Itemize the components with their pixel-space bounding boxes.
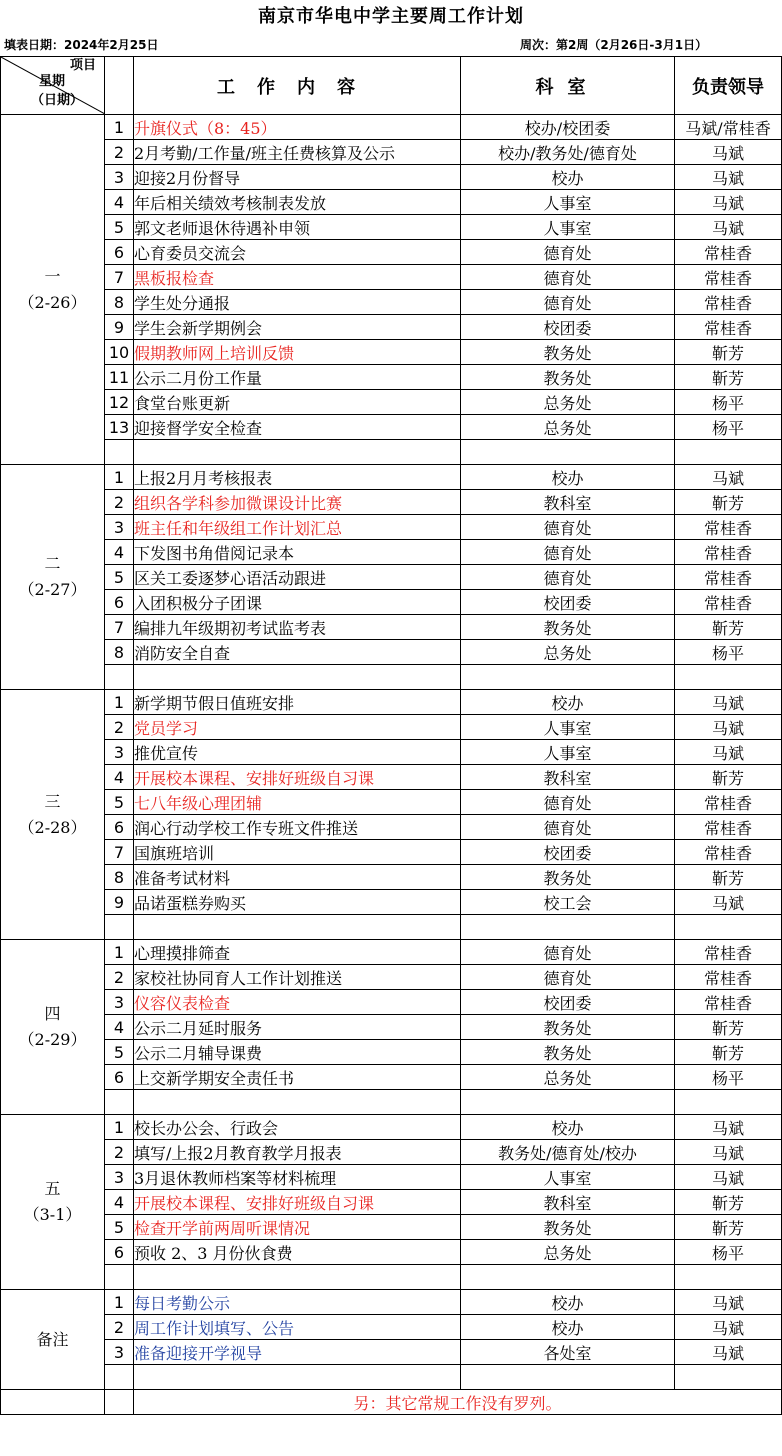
lead-cell (675, 1090, 782, 1115)
footer-row (1, 1390, 782, 1415)
row-number: 6 (105, 1240, 134, 1265)
lead-cell: 常桂香 (675, 790, 782, 815)
row-number: 3 (105, 990, 134, 1015)
dept-header: 科室 (461, 57, 675, 115)
table-row (1, 490, 782, 515)
dept-cell (461, 1265, 675, 1290)
table-row (1, 340, 782, 365)
lead-cell: 靳芳 (675, 1015, 782, 1040)
lead-cell: 常桂香 (675, 565, 782, 590)
task-cell: 开展校本课程、安排好班级自习课 (134, 1190, 461, 1215)
lead-cell: 马斌 (675, 190, 782, 215)
corner-weekday-label: 星期 (39, 74, 66, 89)
row-number: 12 (105, 390, 134, 415)
row-number: 7 (105, 265, 134, 290)
table-row (1, 665, 782, 690)
lead-cell: 靳芳 (675, 615, 782, 640)
lead-cell: 常桂香 (675, 540, 782, 565)
table-row (1, 240, 782, 265)
table-row (1, 765, 782, 790)
table-row (1, 165, 782, 190)
row-number: 5 (105, 1040, 134, 1065)
task-cell: 迎接督学安全检查 (134, 415, 461, 440)
dept-cell: 校办 (461, 465, 675, 490)
weekday-date: （2-27） (18, 580, 87, 599)
table-row (1, 890, 782, 915)
lead-cell: 杨平 (675, 415, 782, 440)
lead-cell: 常桂香 (675, 290, 782, 315)
dept-cell: 总务处 (461, 640, 675, 665)
table-row (1, 1040, 782, 1065)
task-cell: 填写/上报2月教育教学月报表 (134, 1140, 461, 1165)
table-row (1, 190, 782, 215)
task-cell (134, 1090, 461, 1115)
dept-cell: 人事室 (461, 215, 675, 240)
dept-cell (461, 915, 675, 940)
task-cell: 新学期节假日值班安排 (134, 690, 461, 715)
lead-cell (675, 665, 782, 690)
table-row (1, 215, 782, 240)
weekday-name: 三 (44, 791, 61, 811)
table-row (1, 540, 782, 565)
table-row (1, 1090, 782, 1115)
row-number: 5 (105, 1215, 134, 1240)
task-cell: 准备迎接开学视导 (134, 1340, 461, 1365)
weekday-name: 五 (44, 1179, 61, 1198)
footer-spacer (1, 1390, 105, 1415)
task-cell: 开展校本课程、安排好班级自习课 (134, 765, 461, 790)
weekday-cell (1, 465, 105, 690)
dept-cell: 总务处 (461, 1240, 675, 1265)
task-cell (134, 1265, 461, 1290)
task-cell: 心理摸排筛查 (134, 940, 461, 965)
task-cell (134, 665, 461, 690)
table-row (1, 1165, 782, 1190)
dept-cell: 德育处 (461, 290, 675, 315)
table-row (1, 965, 782, 990)
task-cell: 学生处分通报 (134, 290, 461, 315)
dept-cell: 德育处 (461, 540, 675, 565)
table-row (1, 640, 782, 665)
task-cell: 3月退休教师档案等材料梳理 (134, 1165, 461, 1190)
dept-cell (461, 1090, 675, 1115)
table-row (1, 690, 782, 715)
task-cell: 仪容仪表检查 (134, 990, 461, 1015)
lead-cell: 马斌 (675, 165, 782, 190)
row-number: 2 (105, 1140, 134, 1165)
task-cell: 七八年级心理团辅 (134, 790, 461, 815)
task-cell (134, 1365, 461, 1390)
table-row (1, 940, 782, 965)
corner-date-label: （日期） (31, 93, 84, 108)
task-cell: 推优宣传 (134, 740, 461, 765)
lead-cell: 靳芳 (675, 1190, 782, 1215)
lead-cell (675, 440, 782, 465)
table-row (1, 565, 782, 590)
dept-cell: 校办 (461, 1290, 675, 1315)
row-number: 5 (105, 565, 134, 590)
dept-cell: 校团委 (461, 590, 675, 615)
task-cell (134, 440, 461, 465)
dept-cell: 教务处 (461, 340, 675, 365)
footer-spacer-num (105, 1390, 134, 1415)
table-row (1, 915, 782, 940)
lead-cell: 靳芳 (675, 1040, 782, 1065)
task-cell: 班主任和年级组工作计划汇总 (134, 515, 461, 540)
row-number: 1 (105, 465, 134, 490)
row-number: 2 (105, 715, 134, 740)
table-row (1, 840, 782, 865)
dept-cell: 德育处 (461, 790, 675, 815)
task-cell: 上交新学期安全责任书 (134, 1065, 461, 1090)
dept-cell: 校团委 (461, 990, 675, 1015)
lead-cell: 杨平 (675, 640, 782, 665)
row-number: 4 (105, 765, 134, 790)
dept-cell: 校办 (461, 1115, 675, 1140)
lead-cell: 常桂香 (675, 815, 782, 840)
lead-cell: 常桂香 (675, 590, 782, 615)
dept-cell: 各处室 (461, 1340, 675, 1365)
dept-cell: 德育处 (461, 565, 675, 590)
task-cell: 校长办公会、行政会 (134, 1115, 461, 1140)
lead-cell: 常桂香 (675, 965, 782, 990)
weekday-cell (1, 940, 105, 1115)
lead-cell: 马斌 (675, 1290, 782, 1315)
week-label: 周次：第2周（2月26日-3月1日） (520, 38, 708, 52)
lead-cell: 靳芳 (675, 365, 782, 390)
table-row (1, 615, 782, 640)
row-number: 4 (105, 1015, 134, 1040)
dept-cell: 德育处 (461, 940, 675, 965)
dept-cell: 人事室 (461, 740, 675, 765)
row-number: 10 (105, 340, 134, 365)
corner-header (1, 57, 105, 115)
task-cell: 预收 2、3 月份伙食费 (134, 1240, 461, 1265)
dept-cell: 人事室 (461, 190, 675, 215)
dept-cell: 校办 (461, 1315, 675, 1340)
lead-cell: 靳芳 (675, 340, 782, 365)
task-cell: 组织各学科参加微课设计比赛 (134, 490, 461, 515)
task-cell: 公示二月辅导课费 (134, 1040, 461, 1065)
table-row (1, 140, 782, 165)
task-cell: 黑板报检查 (134, 265, 461, 290)
task-cell: 每日考勤公示 (134, 1290, 461, 1315)
task-cell: 国旗班培训 (134, 840, 461, 865)
row-number (105, 1090, 134, 1115)
dept-cell: 德育处 (461, 265, 675, 290)
table-row (1, 1190, 782, 1215)
task-cell: 假期教师网上培训反馈 (134, 340, 461, 365)
task-cell: 准备考试材料 (134, 865, 461, 890)
row-number: 1 (105, 115, 134, 140)
row-number: 1 (105, 1290, 134, 1315)
lead-cell: 杨平 (675, 390, 782, 415)
table-row (1, 440, 782, 465)
lead-cell: 常桂香 (675, 840, 782, 865)
task-cell: 家校社协同育人工作计划推送 (134, 965, 461, 990)
row-number: 9 (105, 890, 134, 915)
dept-cell: 教科室 (461, 765, 675, 790)
table-row (1, 1365, 782, 1390)
task-cell: 迎接2月份督导 (134, 165, 461, 190)
dept-cell (461, 440, 675, 465)
weekday-cell (1, 1115, 105, 1290)
dept-cell: 校办 (461, 690, 675, 715)
table-row (1, 1340, 782, 1365)
row-number: 4 (105, 190, 134, 215)
task-cell: 心育委员交流会 (134, 240, 461, 265)
dept-cell: 总务处 (461, 415, 675, 440)
table-row (1, 1065, 782, 1090)
row-number: 6 (105, 590, 134, 615)
row-number: 2 (105, 140, 134, 165)
row-number: 8 (105, 640, 134, 665)
footer-note: 另：其它常规工作没有罗列。 (134, 1390, 782, 1415)
dept-cell: 教务处 (461, 1040, 675, 1065)
task-cell: 上报2月月考核报表 (134, 465, 461, 490)
dept-cell: 人事室 (461, 1165, 675, 1190)
dept-cell: 校办/教务处/德育处 (461, 140, 675, 165)
table-row (1, 515, 782, 540)
row-number: 2 (105, 490, 134, 515)
task-cell: 润心行动学校工作专班文件推送 (134, 815, 461, 840)
row-number: 1 (105, 690, 134, 715)
dept-cell: 校工会 (461, 890, 675, 915)
dept-cell: 德育处 (461, 815, 675, 840)
table-row (1, 415, 782, 440)
task-cell: 食堂台账更新 (134, 390, 461, 415)
lead-cell: 马斌 (675, 1340, 782, 1365)
task-cell: 公示二月份工作量 (134, 365, 461, 390)
dept-cell: 教务处 (461, 615, 675, 640)
task-cell: 检查开学前两周听课情况 (134, 1215, 461, 1240)
lead-cell: 常桂香 (675, 265, 782, 290)
table-row (1, 590, 782, 615)
lead-cell: 靳芳 (675, 865, 782, 890)
task-cell: 年后相关绩效考核制表发放 (134, 190, 461, 215)
dept-cell: 校团委 (461, 315, 675, 340)
table-row (1, 715, 782, 740)
table-row (1, 1290, 782, 1315)
lead-cell: 马斌 (675, 740, 782, 765)
dept-cell: 德育处 (461, 965, 675, 990)
row-number (105, 915, 134, 940)
fill-date: 填表日期：2024年2月25日 (4, 38, 159, 52)
table-row (1, 1015, 782, 1040)
task-cell: 学生会新学期例会 (134, 315, 461, 340)
table-row (1, 390, 782, 415)
row-number: 9 (105, 315, 134, 340)
lead-cell: 马斌 (675, 465, 782, 490)
lead-cell: 马斌 (675, 1140, 782, 1165)
lead-header: 负责领导 (675, 57, 782, 115)
lead-cell: 常桂香 (675, 315, 782, 340)
task-cell: 升旗仪式（8：45） (134, 115, 461, 140)
lead-cell: 常桂香 (675, 515, 782, 540)
task-cell: 区关工委逐梦心语活动跟进 (134, 565, 461, 590)
row-number: 3 (105, 1165, 134, 1190)
task-cell: 党员学习 (134, 715, 461, 740)
dept-cell: 德育处 (461, 515, 675, 540)
row-number: 4 (105, 1190, 134, 1215)
dept-cell: 校办/校团委 (461, 115, 675, 140)
lead-cell (675, 915, 782, 940)
lead-cell: 马斌 (675, 690, 782, 715)
lead-cell: 常桂香 (675, 240, 782, 265)
lead-cell: 靳芳 (675, 490, 782, 515)
table-row (1, 990, 782, 1015)
weekday-name: 一 (44, 266, 61, 286)
table-row (1, 1115, 782, 1140)
lead-cell: 常桂香 (675, 940, 782, 965)
table-row (1, 740, 782, 765)
lead-cell: 马斌 (675, 1165, 782, 1190)
weekday-cell (1, 690, 105, 940)
dept-cell: 教务处 (461, 365, 675, 390)
weekday-date: （3-1） (23, 1205, 82, 1224)
table-row (1, 1315, 782, 1340)
task-cell: 2月考勤/工作量/班主任费核算及公示 (134, 140, 461, 165)
table-row (1, 790, 782, 815)
task-cell: 入团积极分子团课 (134, 590, 461, 615)
corner-item-label: 项目 (69, 58, 96, 73)
row-number (105, 1265, 134, 1290)
row-number (105, 440, 134, 465)
weekday-name: 二 (44, 554, 61, 573)
table-row (1, 265, 782, 290)
weekday-date: （2-29） (18, 1030, 87, 1049)
task-cell: 周工作计划填写、公告 (134, 1315, 461, 1340)
table-row (1, 465, 782, 490)
row-number: 8 (105, 865, 134, 890)
row-number: 1 (105, 1115, 134, 1140)
plan-table (0, 56, 782, 1415)
dept-cell (461, 1365, 675, 1390)
table-row (1, 865, 782, 890)
table-row (1, 815, 782, 840)
table-row (1, 1140, 782, 1165)
dept-cell: 教科室 (461, 490, 675, 515)
lead-cell: 马斌 (675, 1315, 782, 1340)
lead-cell: 马斌 (675, 715, 782, 740)
row-number: 7 (105, 840, 134, 865)
lead-cell: 马斌 (675, 140, 782, 165)
content-header: 工作内容 (134, 57, 461, 115)
weekday-date: （2-28） (18, 817, 87, 837)
lead-cell: 马斌 (675, 215, 782, 240)
task-cell: 下发图书角借阅记录本 (134, 540, 461, 565)
task-cell: 公示二月延时服务 (134, 1015, 461, 1040)
dept-cell: 总务处 (461, 390, 675, 415)
dept-cell: 教务处 (461, 865, 675, 890)
row-number: 5 (105, 790, 134, 815)
row-number: 7 (105, 615, 134, 640)
weekday-name: 备注 (36, 1329, 69, 1349)
table-row (1, 115, 782, 140)
row-number: 5 (105, 215, 134, 240)
row-number: 4 (105, 540, 134, 565)
task-cell: 品诺蛋糕券购买 (134, 890, 461, 915)
row-number: 3 (105, 515, 134, 540)
lead-cell (675, 1265, 782, 1290)
table-row (1, 365, 782, 390)
lead-cell: 杨平 (675, 1240, 782, 1265)
lead-cell (675, 1365, 782, 1390)
lead-cell: 马斌/常桂香 (675, 115, 782, 140)
weekday-cell (1, 1290, 105, 1390)
table-row (1, 1265, 782, 1290)
number-header (105, 57, 134, 115)
row-number: 2 (105, 1315, 134, 1340)
dept-cell: 德育处 (461, 240, 675, 265)
header-row (1, 57, 782, 115)
table-row (1, 315, 782, 340)
row-number: 13 (105, 415, 134, 440)
row-number: 6 (105, 1065, 134, 1090)
row-number: 6 (105, 240, 134, 265)
lead-cell: 常桂香 (675, 990, 782, 1015)
dept-cell (461, 665, 675, 690)
dept-cell: 校团委 (461, 840, 675, 865)
task-cell (134, 915, 461, 940)
dept-cell: 教科室 (461, 1190, 675, 1215)
dept-cell: 教务处 (461, 1015, 675, 1040)
task-cell: 消防安全自查 (134, 640, 461, 665)
row-number: 3 (105, 1340, 134, 1365)
row-number: 3 (105, 165, 134, 190)
dept-cell: 校办 (461, 165, 675, 190)
row-number: 6 (105, 815, 134, 840)
dept-cell: 总务处 (461, 1065, 675, 1090)
row-number (105, 665, 134, 690)
table-row (1, 290, 782, 315)
page-title: 南京市华电中学主要周工作计划 (258, 6, 524, 27)
dept-cell: 教务处 (461, 1215, 675, 1240)
lead-cell: 马斌 (675, 890, 782, 915)
row-number: 8 (105, 290, 134, 315)
task-cell: 郭文老师退休待遇补申领 (134, 215, 461, 240)
weekday-date: （2-26） (18, 292, 87, 312)
weekday-name: 四 (44, 1004, 61, 1023)
row-number: 2 (105, 965, 134, 990)
table-row (1, 1240, 782, 1265)
lead-cell: 马斌 (675, 1115, 782, 1140)
row-number (105, 1365, 134, 1390)
dept-cell: 人事室 (461, 715, 675, 740)
plan-body (1, 115, 782, 1390)
lead-cell: 靳芳 (675, 765, 782, 790)
lead-cell: 靳芳 (675, 1215, 782, 1240)
row-number: 1 (105, 940, 134, 965)
lead-cell: 杨平 (675, 1065, 782, 1090)
task-cell: 编排九年级期初考试监考表 (134, 615, 461, 640)
table-row (1, 1215, 782, 1240)
dept-cell: 教务处/德育处/校办 (461, 1140, 675, 1165)
weekday-cell (1, 115, 105, 465)
row-number: 11 (105, 365, 134, 390)
row-number: 3 (105, 740, 134, 765)
